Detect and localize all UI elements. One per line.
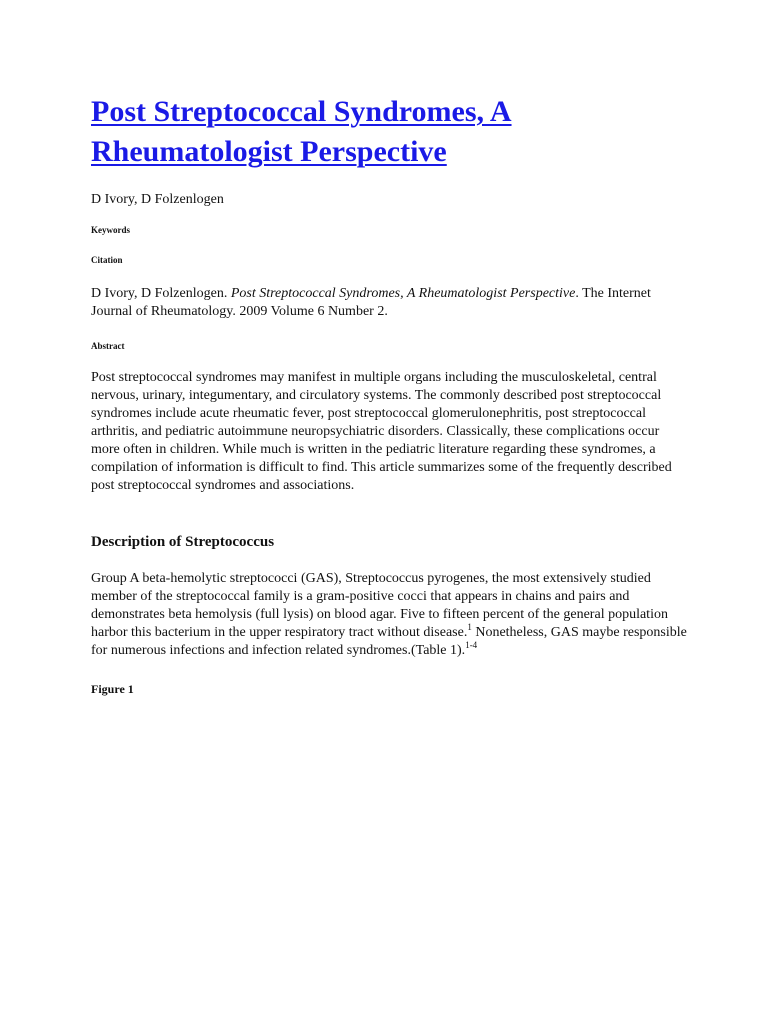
- citation-rest: . The Internet Journal of Rheumatology. 2009 Volume 6 Number 2.: [91, 286, 651, 319]
- document-page: [91, 92, 691, 697]
- citation-title: Post Streptococcal Syndromes, A Rheumatologist Perspective: [230, 286, 576, 301]
- figure-label: Figure 1: [91, 682, 134, 696]
- keywords-label: Keywords: [91, 225, 130, 235]
- authors-line: D Ivory, D Folzenlogen: [91, 192, 224, 207]
- body-paragraph: [91, 570, 691, 660]
- abstract-label: Abstract: [91, 341, 125, 351]
- body-text-part-2: Nonetheless, GAS maybe responsible for numerous infections and infection related syndromes.(Table 1).: [91, 625, 687, 658]
- citation-authors: D Ivory, D Folzenlogen.: [91, 286, 228, 301]
- reference-1-4: 1-4: [465, 640, 478, 650]
- page-title[interactable]: Post Streptococcal Syndromes, A Rheumatologist Perspective: [91, 95, 512, 168]
- citation-label: Citation: [91, 255, 123, 265]
- body-text-part-1: Group A beta-hemolytic streptococci (GAS), Streptococcus pyrogenes, the most extensively studied member of the streptococcal family is a gram-positive cocci that appears in chains and pairs and demonstrates beta hemolysis (full lysis) on blood agar. Five to fifteen percent of the general population harbor this bacterium in the upper respiratory tract without disease.: [91, 571, 668, 640]
- citation-text: [91, 285, 691, 321]
- section-heading: Description of Streptococcus: [91, 534, 275, 550]
- reference-1: 1: [467, 622, 472, 632]
- abstract-text: Post streptococcal syndromes may manifest in multiple organs including the musculoskeletal, central nervous, urinary, integumentary, and circulatory systems. The commonly described post streptococcal syndromes include acute rheumatic fever, post streptococcal glomerulonephritis, post streptococcal arthritis, and pediatric autoimmune neuropsychiatric disorders. Classically, these complications occur more often in children. While much is written in the pediatric literature regarding these syndromes, a compilation of information is difficult to find. This article summarizes some of the frequently described post streptococcal syndromes and associations.: [91, 370, 672, 493]
